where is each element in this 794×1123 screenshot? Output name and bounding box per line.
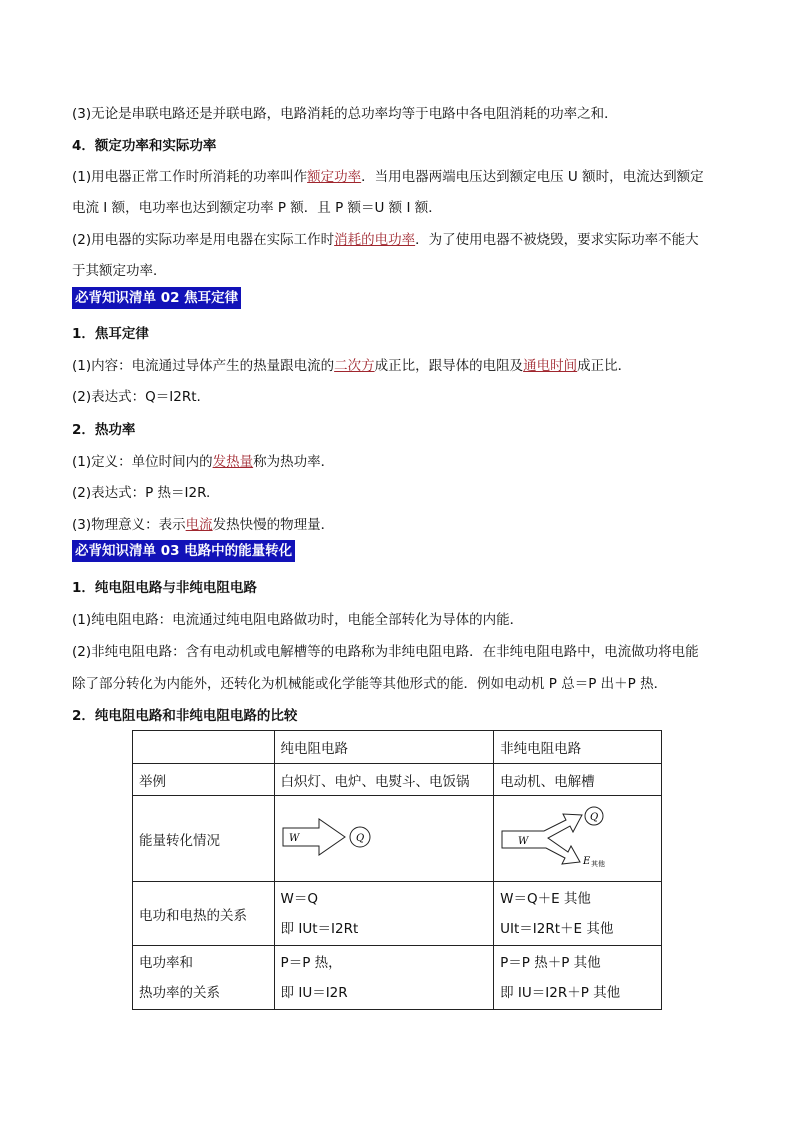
diagram-label-e: E bbox=[583, 855, 591, 867]
paragraph-actual-power-cont: 于其额定功率． bbox=[72, 263, 167, 279]
table-row bbox=[133, 882, 662, 946]
pure-energy-arrow-diagram bbox=[281, 815, 381, 859]
blank-answer: 二次方 bbox=[334, 358, 375, 374]
table-cell: P＝P 热＋P 其他 即 IU＝I2R＋P 其他 bbox=[494, 946, 662, 1010]
blank-answer: 电流 bbox=[185, 517, 213, 533]
table-row-label: 举例 bbox=[133, 764, 275, 796]
paragraph-rated-power-1-cont: 电流 I 额，电功率也达到额定功率 P 额．且 P 额＝U 额 I 额． bbox=[72, 200, 442, 216]
heading-joule-law: 1．焦耳定律 bbox=[72, 326, 149, 342]
paragraph-power-sum: (3)无论是串联电路还是并联电路，电路消耗的总功率均等于电路中各电阻消耗的功率之和． bbox=[72, 106, 618, 122]
heading-pure-nonpure: 1．纯电阻电路与非纯电阻电路 bbox=[72, 580, 257, 596]
paragraph-heat-power-formula: (2)表达式：P 热＝I2R. bbox=[72, 485, 211, 501]
table-cell: 电动机、电解槽 bbox=[494, 764, 662, 796]
nonpure-energy-arrow-diagram bbox=[500, 805, 620, 869]
table-row bbox=[133, 796, 662, 882]
blank-answer: 消耗的电功率 bbox=[334, 232, 416, 248]
paragraph-pure-circuit: (1)纯电阻电路：电流通过纯电阻电路做功时，电能全部转化为导体的内能． bbox=[72, 612, 524, 628]
heading-heat-power: 2．热功率 bbox=[72, 422, 136, 438]
heading-comparison: 2．纯电阻电路和非纯电阻电路的比较 bbox=[72, 708, 298, 724]
diagram-label-e-sub: 其他 bbox=[591, 859, 606, 868]
section-banner-joule: 必背知识清单 02 焦耳定律 bbox=[72, 287, 241, 309]
table-row-label: 电功率和 热功率的关系 bbox=[133, 946, 275, 1010]
paragraph-heat-power-def: (1)定义：单位时间内的发热量称为热功率． bbox=[72, 454, 335, 470]
table-cell: P＝P 热， 即 IU＝I2R bbox=[274, 946, 494, 1010]
diagram-label-w: W bbox=[518, 835, 529, 847]
paragraph-nonpure-circuit-cont: 除了部分转化为内能外，还转化为机械能或化学能等其他形式的能．例如电动机 P 总＝P 出＋P 热． bbox=[72, 676, 668, 692]
table-row bbox=[133, 731, 662, 764]
paragraph-nonpure-circuit: (2)非纯电阻电路：含有电动机或电解槽等的电路称为非纯电阻电路．在非纯电阻电路中，电流做功将电能 bbox=[72, 644, 699, 660]
table-row bbox=[133, 946, 662, 1010]
table-cell: W＝Q＋E 其他 UIt＝I2Rt＋E 其他 bbox=[494, 882, 662, 946]
blank-answer: 通电时间 bbox=[523, 358, 578, 374]
table-header-pure: 纯电阻电路 bbox=[274, 731, 494, 764]
table-row-label: 电功和电热的关系 bbox=[133, 882, 275, 946]
paragraph-heat-power-meaning: (3)物理意义：表示电流发热快慢的物理量． bbox=[72, 517, 335, 533]
section-banner-energy: 必背知识清单 03 电路中的能量转化 bbox=[72, 540, 295, 562]
table-row bbox=[133, 764, 662, 796]
paragraph-rated-power-1: (1)用电器正常工作时所消耗的功率叫作额定功率．当用电器两端电压达到额定电压 U 额时，电流达到额定 bbox=[72, 169, 704, 185]
diagram-label-q: Q bbox=[355, 832, 364, 844]
heading-rated-power: 4．额定功率和实际功率 bbox=[72, 138, 217, 154]
table-row-label: 能量转化情况 bbox=[133, 796, 275, 882]
table-header-nonpure: 非纯电阻电路 bbox=[494, 731, 662, 764]
diagram-label-q: Q bbox=[590, 811, 599, 823]
table-cell-nonpure-diagram bbox=[494, 796, 662, 882]
table-cell: W＝Q 即 IUt＝I2Rt bbox=[274, 882, 494, 946]
comparison-table bbox=[132, 730, 662, 1010]
paragraph-joule-content: (1)内容：电流通过导体产生的热量跟电流的二次方成正比，跟导体的电阻及通电时间成正比． bbox=[72, 358, 632, 374]
table-cell-pure-diagram bbox=[274, 796, 494, 882]
blank-answer: 发热量 bbox=[212, 454, 254, 470]
paragraph-actual-power: (2)用电器的实际功率是用电器在实际工作时消耗的电功率．为了使用电器不被烧毁，要求实际功率不能大 bbox=[72, 232, 699, 248]
table-cell-empty bbox=[133, 731, 275, 764]
table-cell: 白炽灯、电炉、电熨斗、电饭锅 bbox=[274, 764, 494, 796]
diagram-label-w: W bbox=[288, 832, 299, 844]
blank-answer: 额定功率 bbox=[307, 169, 362, 185]
paragraph-joule-formula: (2)表达式：Q＝I2Rt. bbox=[72, 389, 201, 405]
